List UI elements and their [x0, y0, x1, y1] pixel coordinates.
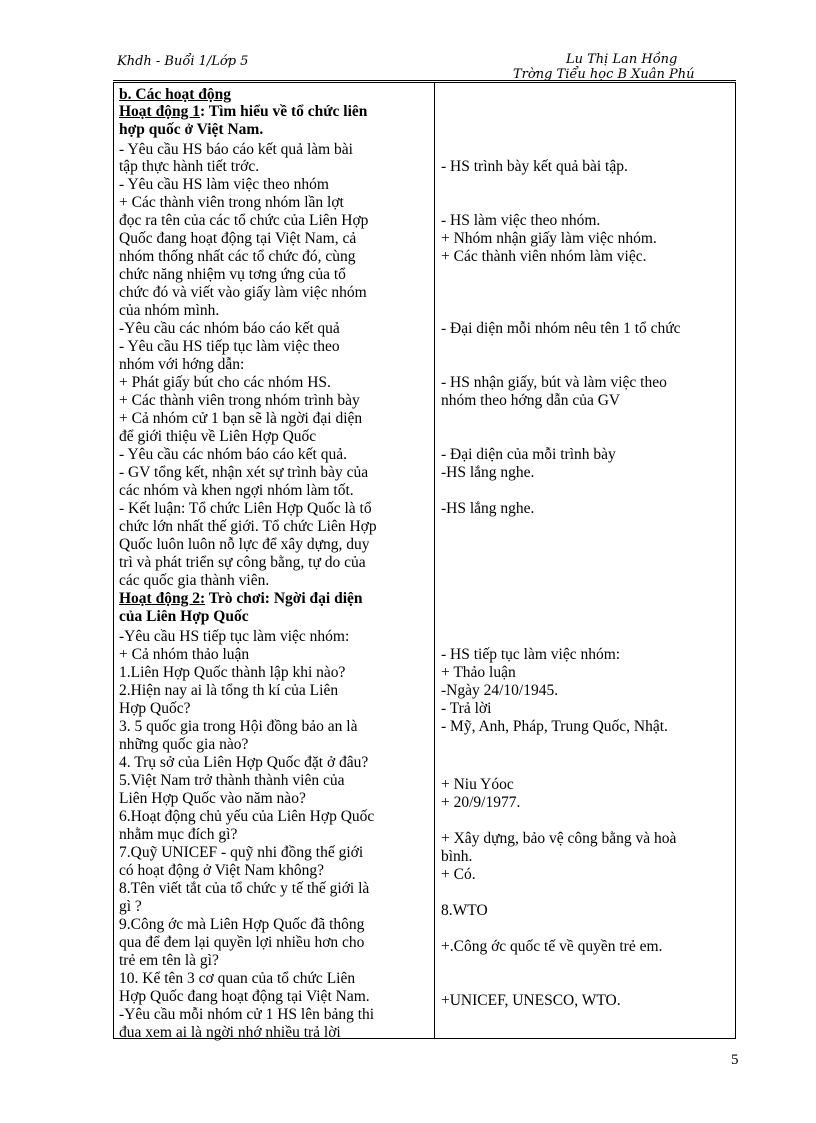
activity-1-label: Hoạt động 1 — [119, 103, 200, 120]
left-line: hợp quốc ở Việt Nam. — [119, 121, 264, 138]
header-rule — [113, 80, 736, 81]
left-line: 5.Việt Nam trở thành thành viên của — [119, 772, 345, 789]
left-line: 4. Trụ sở của Liên Hợp Quốc đặt ở đâu? — [119, 754, 369, 771]
page-number: 5 — [731, 1052, 739, 1068]
left-line: đua xem ai là ngời nhớ nhiều trả lời — [119, 1024, 341, 1041]
right-line: - Trả lời — [441, 700, 492, 717]
header-author: Lu Thị Lan Hồng — [566, 52, 678, 67]
left-line: 2.Hiện nay ai là tổng th kí của Liên — [119, 682, 339, 699]
left-line: -Yêu cầu mỗi nhóm cử 1 HS lên bảng thi — [119, 1006, 375, 1023]
left-line: của Liên Hợp Quốc — [119, 608, 249, 625]
right-line: 8.WTO — [441, 902, 488, 919]
left-line: Quốc đang hoạt động tại Việt Nam, cả — [119, 230, 357, 247]
left-line: trì và phát triển sự công bằng, tự do của — [119, 554, 366, 571]
left-line: đọc ra tên của các tổ chức của Liên Hợp — [119, 212, 369, 229]
right-line: -Ngày 24/10/1945. — [441, 682, 559, 699]
left-line: 8.Tên viết tắt của tổ chức y tế thế giới là — [119, 880, 370, 897]
left-line: + Các thành viên trong nhóm lần lợt — [119, 194, 344, 211]
left-line: các nhóm và khen ngợi nhóm làm tốt. — [119, 482, 354, 499]
right-line: - HS trình bày kết quả bài tập. — [441, 158, 628, 175]
left-line: 7.Quỹ UNICEF - quỹ nhi đồng thế giới — [119, 844, 364, 861]
left-line: để giới thiệu về Liên Hợp Quốc — [119, 428, 317, 445]
header-school: Trờng Tiểu học B Xuân Phú — [513, 67, 695, 82]
left-line: -Yêu cầu các nhóm báo cáo kết quả — [119, 320, 340, 337]
right-line: - Đại diện của mỗi trình bày — [441, 446, 616, 463]
left-line: chức lớn nhất thế giới. Tổ chức Liên Hợp — [119, 518, 377, 535]
left-line: qua để đem lại quyền lợi nhiều hơn cho — [119, 934, 365, 951]
left-line: trẻ em tên là gì? — [119, 952, 219, 969]
lesson-table — [113, 82, 736, 1039]
right-line: +.Công ớc quốc tế về quyền trẻ em. — [441, 938, 663, 955]
right-line: bình. — [441, 848, 473, 865]
left-line: của nhóm mình. — [119, 302, 220, 319]
left-line: 10. Kể tên 3 cơ quan của tổ chức Liên — [119, 970, 356, 987]
right-line: + 20/9/1977. — [441, 794, 521, 811]
right-line: - Đại diện mỗi nhóm nêu tên 1 tổ chức — [441, 320, 681, 337]
activity-2-label: Hoạt động 2: — [119, 590, 206, 607]
left-line: Hợp Quốc đang hoạt động tại Việt Nam. — [119, 988, 370, 1005]
right-line: + Niu Yóoc — [441, 776, 514, 793]
left-line: - Yêu cầu HS báo cáo kết quả làm bài — [119, 141, 353, 158]
left-line: 9.Công ớc mà Liên Hợp Quốc đã thông — [119, 916, 365, 933]
left-line: - Yêu cầu HS làm việc theo nhóm — [119, 176, 329, 193]
left-line: - Yêu cầu các nhóm báo cáo kết quả. — [119, 446, 347, 463]
left-line: chức năng nhiệm vụ tơng ứng của tổ — [119, 266, 346, 283]
right-line: -HS lắng nghe. — [441, 464, 535, 481]
left-line: -Yêu cầu HS tiếp tục làm việc nhóm: — [119, 628, 350, 645]
left-line: + Các thành viên trong nhóm trình bày — [119, 392, 360, 409]
right-line: -HS lắng nghe. — [441, 500, 535, 517]
left-line: gì ? — [119, 898, 142, 915]
header-left: Khdh - Buổi 1/Lớp 5 — [117, 54, 249, 69]
right-line: + Nhóm nhận giấy làm việc nhóm. — [441, 230, 657, 247]
left-line: Liên Hợp Quốc vào năm nào? — [119, 790, 306, 807]
right-line: - HS nhận giấy, bút và làm việc theo — [441, 374, 667, 391]
left-line: 3. 5 quốc gia trong Hội đồng bảo an là — [119, 718, 358, 735]
left-line: nhằm mục đích gì? — [119, 826, 238, 843]
left-line: nhóm thống nhất các tổ chức đó, cùng — [119, 248, 356, 265]
left-line: chức đó và viết vào giấy làm việc nhóm — [119, 284, 367, 301]
left-line: - GV tổng kết, nhận xét sự trình bày của — [119, 464, 369, 481]
left-line: có hoạt động ở Việt Nam không? — [119, 862, 324, 879]
right-line: + Thảo luận — [441, 664, 516, 681]
left-line: tập thực hành tiết trớc. — [119, 158, 260, 175]
left-line: các quốc gia thành viên. — [119, 572, 270, 589]
right-line: +UNICEF, UNESCO, WTO. — [441, 992, 621, 1009]
activity-2-heading — [119, 590, 363, 607]
right-line: nhóm theo hớng dẫn của GV — [441, 392, 621, 409]
right-line: - HS làm việc theo nhóm. — [441, 212, 601, 229]
right-line: + Xây dựng, bảo vệ công bằng và hoà — [441, 830, 677, 847]
left-line: + Cả nhóm cử 1 bạn sẽ là ngời đại diện — [119, 410, 363, 427]
activity-1-title: : Tìm hiểu về tổ chức liên — [199, 103, 368, 120]
right-line: - HS tiếp tục làm việc nhóm: — [441, 646, 621, 663]
left-line: Quốc luôn luôn nỗ lực để xây dựng, duy — [119, 536, 370, 553]
left-line: + Cả nhóm thảo luận — [119, 646, 250, 663]
column-divider — [434, 83, 435, 1038]
activity-2-title: Trò chơi: Ngời đại diện — [205, 590, 363, 607]
right-line: - Mỹ, Anh, Pháp, Trung Quốc, Nhật. — [441, 718, 668, 735]
left-line: những quốc gia nào? — [119, 736, 249, 753]
right-line: + Các thành viên nhóm làm việc. — [441, 248, 647, 265]
left-line: nhóm với hớng dẫn: — [119, 356, 245, 373]
left-line: - Yêu cầu HS tiếp tục làm việc theo — [119, 338, 340, 355]
right-line: + Có. — [441, 866, 476, 883]
left-line: 6.Hoạt động chủ yếu của Liên Hợp Quốc — [119, 808, 375, 825]
section-heading: b. Các hoạt động — [119, 86, 231, 103]
left-line: + Phát giấy bút cho các nhóm HS. — [119, 374, 331, 391]
left-line: - Kết luận: Tổ chức Liên Hợp Quốc là tổ — [119, 500, 372, 517]
activity-1-heading — [119, 103, 367, 120]
left-line: Hợp Quốc? — [119, 700, 191, 717]
left-line: 1.Liên Hợp Quốc thành lập khi nào? — [119, 664, 346, 681]
